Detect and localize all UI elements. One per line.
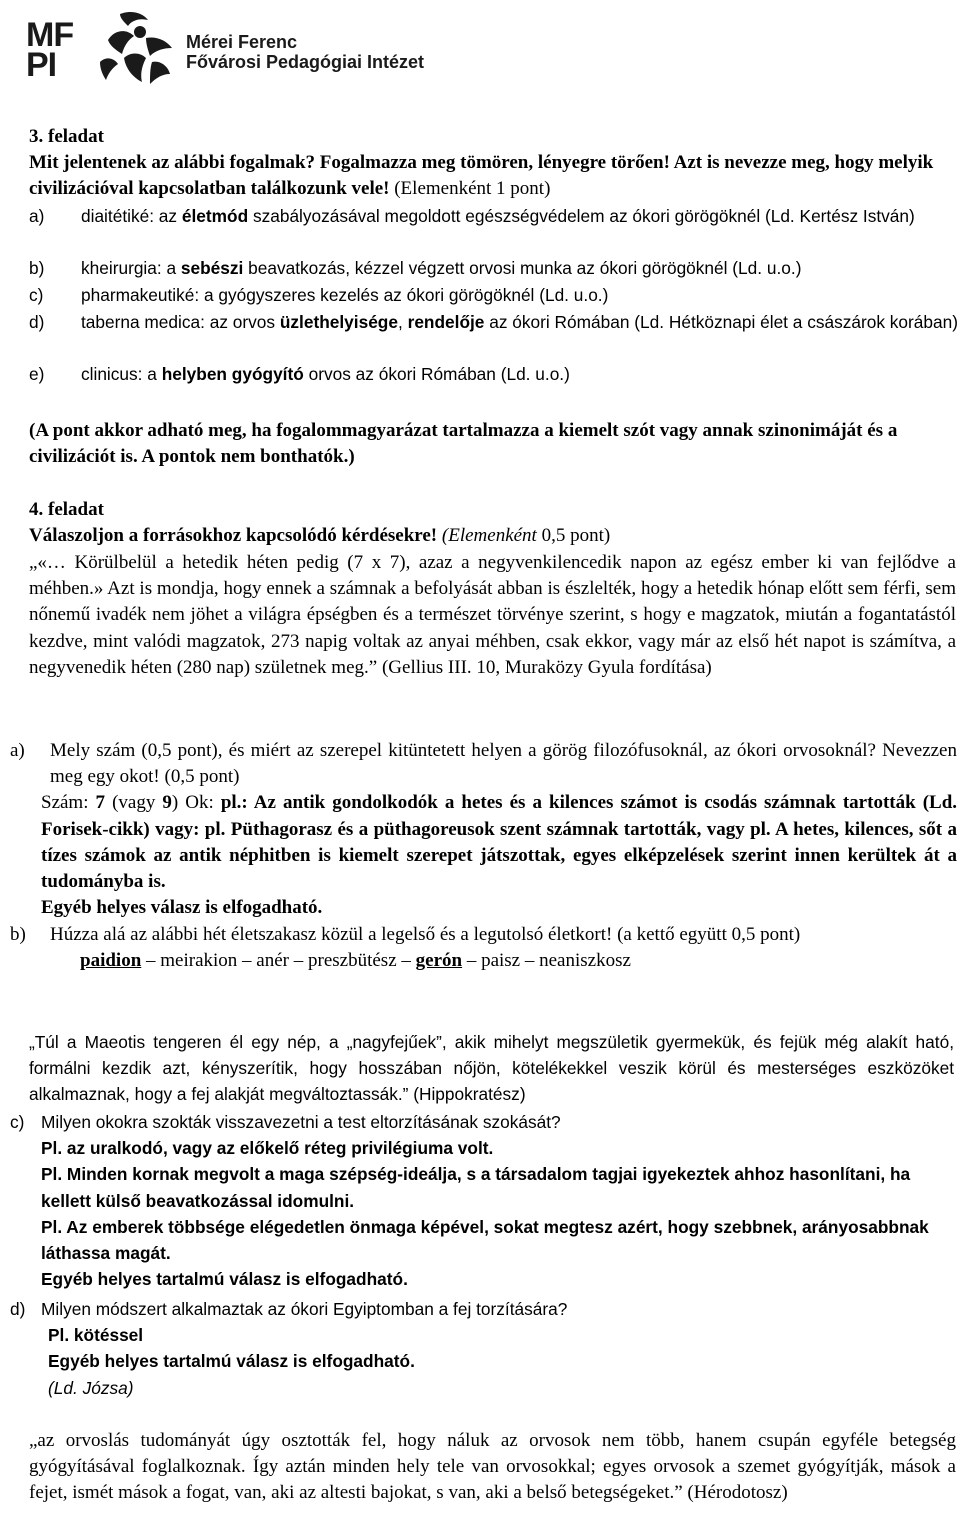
task3-scoring-note: (A pont akkor adható meg, ha fogalommagyarázat tartalmazza a kiemelt szót vagy annak szinonimáját és a civilizációt is. A pontok nem bonthatók.) [29, 420, 898, 468]
concept-item: a) diaitétiké: az életmód szabályozásával megoldott egészségvédelem az ókori görögöknél (Ld. Kertész István) [29, 203, 959, 229]
question-c: c) Milyen okokra szokták visszavezetni a test eltorzításának szokását? Pl. az uralkodó, vagy az előkelő réteg privilégiuma volt. Pl. Minden kornak megvolt a maga szépség-ideálja, s a társadalom tagjai igyekeztek ahhoz hasonlítani, ha kellett külső beavatkozással idomulni. Pl. Az emberek többsége elégedetlen önmaga képével, sokat megtesz azért, hogy szebbnek, arányosabbnak láthassa magát. Egyéb helyes tartalmú válasz is elfogadható. [10, 1109, 950, 1292]
logo-institute-name: Mérei Ferenc Fővárosi Pedagógiai Intézet [186, 32, 425, 72]
question-a-accept-note: Egyéb helyes válasz is elfogadható. [41, 897, 323, 919]
life-stage: preszbütész [308, 950, 397, 972]
question-c-answer: Pl. Az emberek többsége elégedetlen önmaga képével, sokat megtesz azért, hogy szebbnek, arányosabbnak láthassa magát. [41, 1216, 929, 1264]
question-c-accept-note: Egyéb helyes tartalmú válasz is elfogadható. [41, 1269, 408, 1290]
concept-text: clinicus: a helyben gyógyító orvos az ókori Rómában (Ld. u.o.) [81, 364, 570, 384]
life-stage: paisz [481, 950, 521, 972]
question-d-text: Milyen módszert alkalmaztak az ókori Egyiptomban a fej torzítására? [41, 1299, 568, 1319]
life-stage: neaniszkosz [539, 950, 631, 972]
question-d: d) Milyen módszert alkalmaztak az ókori Egyiptomban a fej torzítására? Pl. kötéssel Egyéb helyes tartalmú válasz is elfogadható. (Ld. Józsa) [10, 1296, 950, 1401]
question-d-reference: (Ld. Józsa) [48, 1377, 134, 1398]
question-b-text: Húzza alá az alábbi hét életszakasz közül a legelső és a legutolsó életkort! (a kettő együtt 0,5 pont) [50, 924, 801, 945]
life-stage: meirakion [160, 950, 238, 972]
concept-text: diaitétiké: az életmód szabályozásával megoldott egészségvédelem az ókori görögöknél (Ld. Kertész István) [81, 206, 915, 226]
logo-mfpi-text: MF PI [26, 16, 74, 84]
concept-text: pharmakeutiké: a gyógyszeres kezelés az ókori görögöknél (Ld. u.o.) [81, 285, 609, 305]
life-stage: paidion [80, 950, 142, 972]
concept-item: e) clinicus: a helyben gyógyító orvos az ókori Rómában (Ld. u.o.) [29, 361, 959, 387]
question-b: b) Húzza alá az alábbi hét életszakasz közül a legelső és a legutolsó életkort! (a kettő együtt 0,5 pont) paidion – meirakion – anér – preszbütész – gerón – paisz – neaniszkosz [10, 922, 957, 974]
task3-title: 3. feladat [29, 126, 104, 147]
concept-text: kheirurgia: a sebészi beavatkozás, kézzel végzett orvosi munka az ókori görögöknél (Ld. u.o.) [81, 258, 802, 278]
life-stages-line: paidion – meirakion – anér – preszbütész – gerón – paisz – neaniszkosz [80, 950, 631, 972]
question-d-answer: Pl. kötéssel [48, 1325, 144, 1346]
concept-item: d) taberna medica: az orvos üzlethelyisége, rendelője az ókori Rómában (Ld. Hétköznapi élet a császárok korában) [29, 309, 959, 335]
source-gellius: „«… Körülbelül a hetedik héten pedig (7 x 7), azaz a negyvenkilencedik napon az egész ember ki van fejlődve a méhben.» Azt is mondja, hogy ennek a számnak a befolyását abban is észlelték, hogy a hetedik hónap előtt sem férfi, sem nőnemű ivadék nem jöhet a világra épségben és a természet törvénye szerint, s hogy e magzatok, miután a fogantatástól kezdve, mint valódi magzatok, 273 napig voltak az anyai méhben, csak ekkor, vagy már az első hét napot is számítva, a negyvenedik héten (280 nap) születnek meg.” (Gellius III. 10, Muraközy Gyula fordítása) [29, 552, 956, 678]
life-stage: anér [256, 950, 289, 972]
question-c-answer: Pl. az uralkodó, vagy az előkelő réteg privilégiuma volt. [41, 1138, 494, 1159]
task4-title: 4. feladat [29, 499, 104, 520]
institute-logo [26, 10, 426, 88]
task3-instruction: Mit jelentenek az alábbi fogalmak? Fogalmazza meg tömören, lényegre törően! Azt is nevezze meg, hogy melyik civilizációval kapcsolatban találkozunk vele! (Elemenként 1 pont) [29, 152, 934, 200]
life-stage: gerón [415, 950, 463, 972]
logo-figure-icon [90, 10, 182, 88]
question-a-answer: Szám: 7 (vagy 9) Ok: pl.: Az antik gondolkodók a hetes és a kilences számot is csodás számnak tartották (Ld. Forisek-cikk) vagy: pl. Püthagorasz és a püthagoreusok szent számnak tartották, vagy pl. A hetes, kilences, sőt a tízes számok az antik néphitben is kiemelt szerepet játszottak, egyes elképzelések szerint innen kerültek át a tudományba is. [41, 792, 958, 893]
question-a-text: Mely szám (0,5 pont), és miért az szerepel kitüntetett helyen a görög filozófusoknál, az ókori orvosoknál? Nevezzen meg egy okot! (0,5 pont) [50, 740, 957, 788]
source-herodotos: „az orvoslás tudományát úgy osztották fel, hogy náluk az orvosok nem több, hanem csupán egyféle betegség gyógyításával foglalkoznak. Így aztán minden hely tele van orvosokkal; egyes orvosok a szemet gyógyítják, mások a fejet, ismét mások a fogat, van, aki az altesti bajokat, s van, aki a belső betegségeket.” (Hérodotosz) [29, 1430, 956, 1504]
source-hippokrates: „Túl a Maeotis tengeren él egy nép, a „nagyfejűek”, akik mihelyt megszületik gyermekük, és fejük még alakít ható, formálni kezdik azt, kényszerítik, hogy hosszában nőjön, kötelékekkel veszik körül és mesterséges eszközöket alkalmaznak, hogy a fej alakját megváltoztassák.” (Hippokratész) [29, 1032, 954, 1105]
question-d-accept-note: Egyéb helyes tartalmú válasz is elfogadható. [48, 1351, 415, 1372]
concept-item: b) kheirurgia: a sebészi beavatkozás, kézzel végzett orvosi munka az ókori görögöknél (Ld. u.o.) [29, 255, 959, 281]
question-a: a) Mely szám (0,5 pont), és miért az szerepel kitüntetett helyen a görög filozófusoknál, az ókori orvosoknál? Nevezzen meg egy okot! (0,5 pont) Szám: 7 (vagy 9) Ok: pl.: Az antik gondolkodók a hetes és a kilences számot is csodás számnak tartották (Ld. Forisek-cikk) vagy: pl. Püthagorasz és a püthagoreusok szent számnak tartották, vagy pl. A hetes, kilences, sőt a tízes számok az antik néphitben is kiemelt szerepet játszottak, egyes elképzelések szerint innen kerültek át a tudományba is. Egyéb helyes válasz is elfogadható. [10, 738, 957, 921]
concept-item: c) pharmakeutiké: a gyógyszeres kezelés az ókori görögöknél (Ld. u.o.) [29, 282, 959, 308]
question-c-text: Milyen okokra szokták visszavezetni a test eltorzításának szokását? [41, 1112, 561, 1132]
task4-instruction: Válaszoljon a forrásokhoz kapcsolódó kérdésekre! (Elemenként 0,5 pont) [29, 525, 611, 546]
concept-text: taberna medica: az orvos üzlethelyisége, rendelője az ókori Rómában (Ld. Hétköznapi élet a császárok korában) [81, 312, 958, 332]
question-c-answer: Pl. Minden kornak megvolt a maga szépség-ideálja, s a társadalom tagjai igyekeztek ahhoz hasonlítani, ha kellett külső beavatkozással idomulni. [41, 1164, 911, 1211]
